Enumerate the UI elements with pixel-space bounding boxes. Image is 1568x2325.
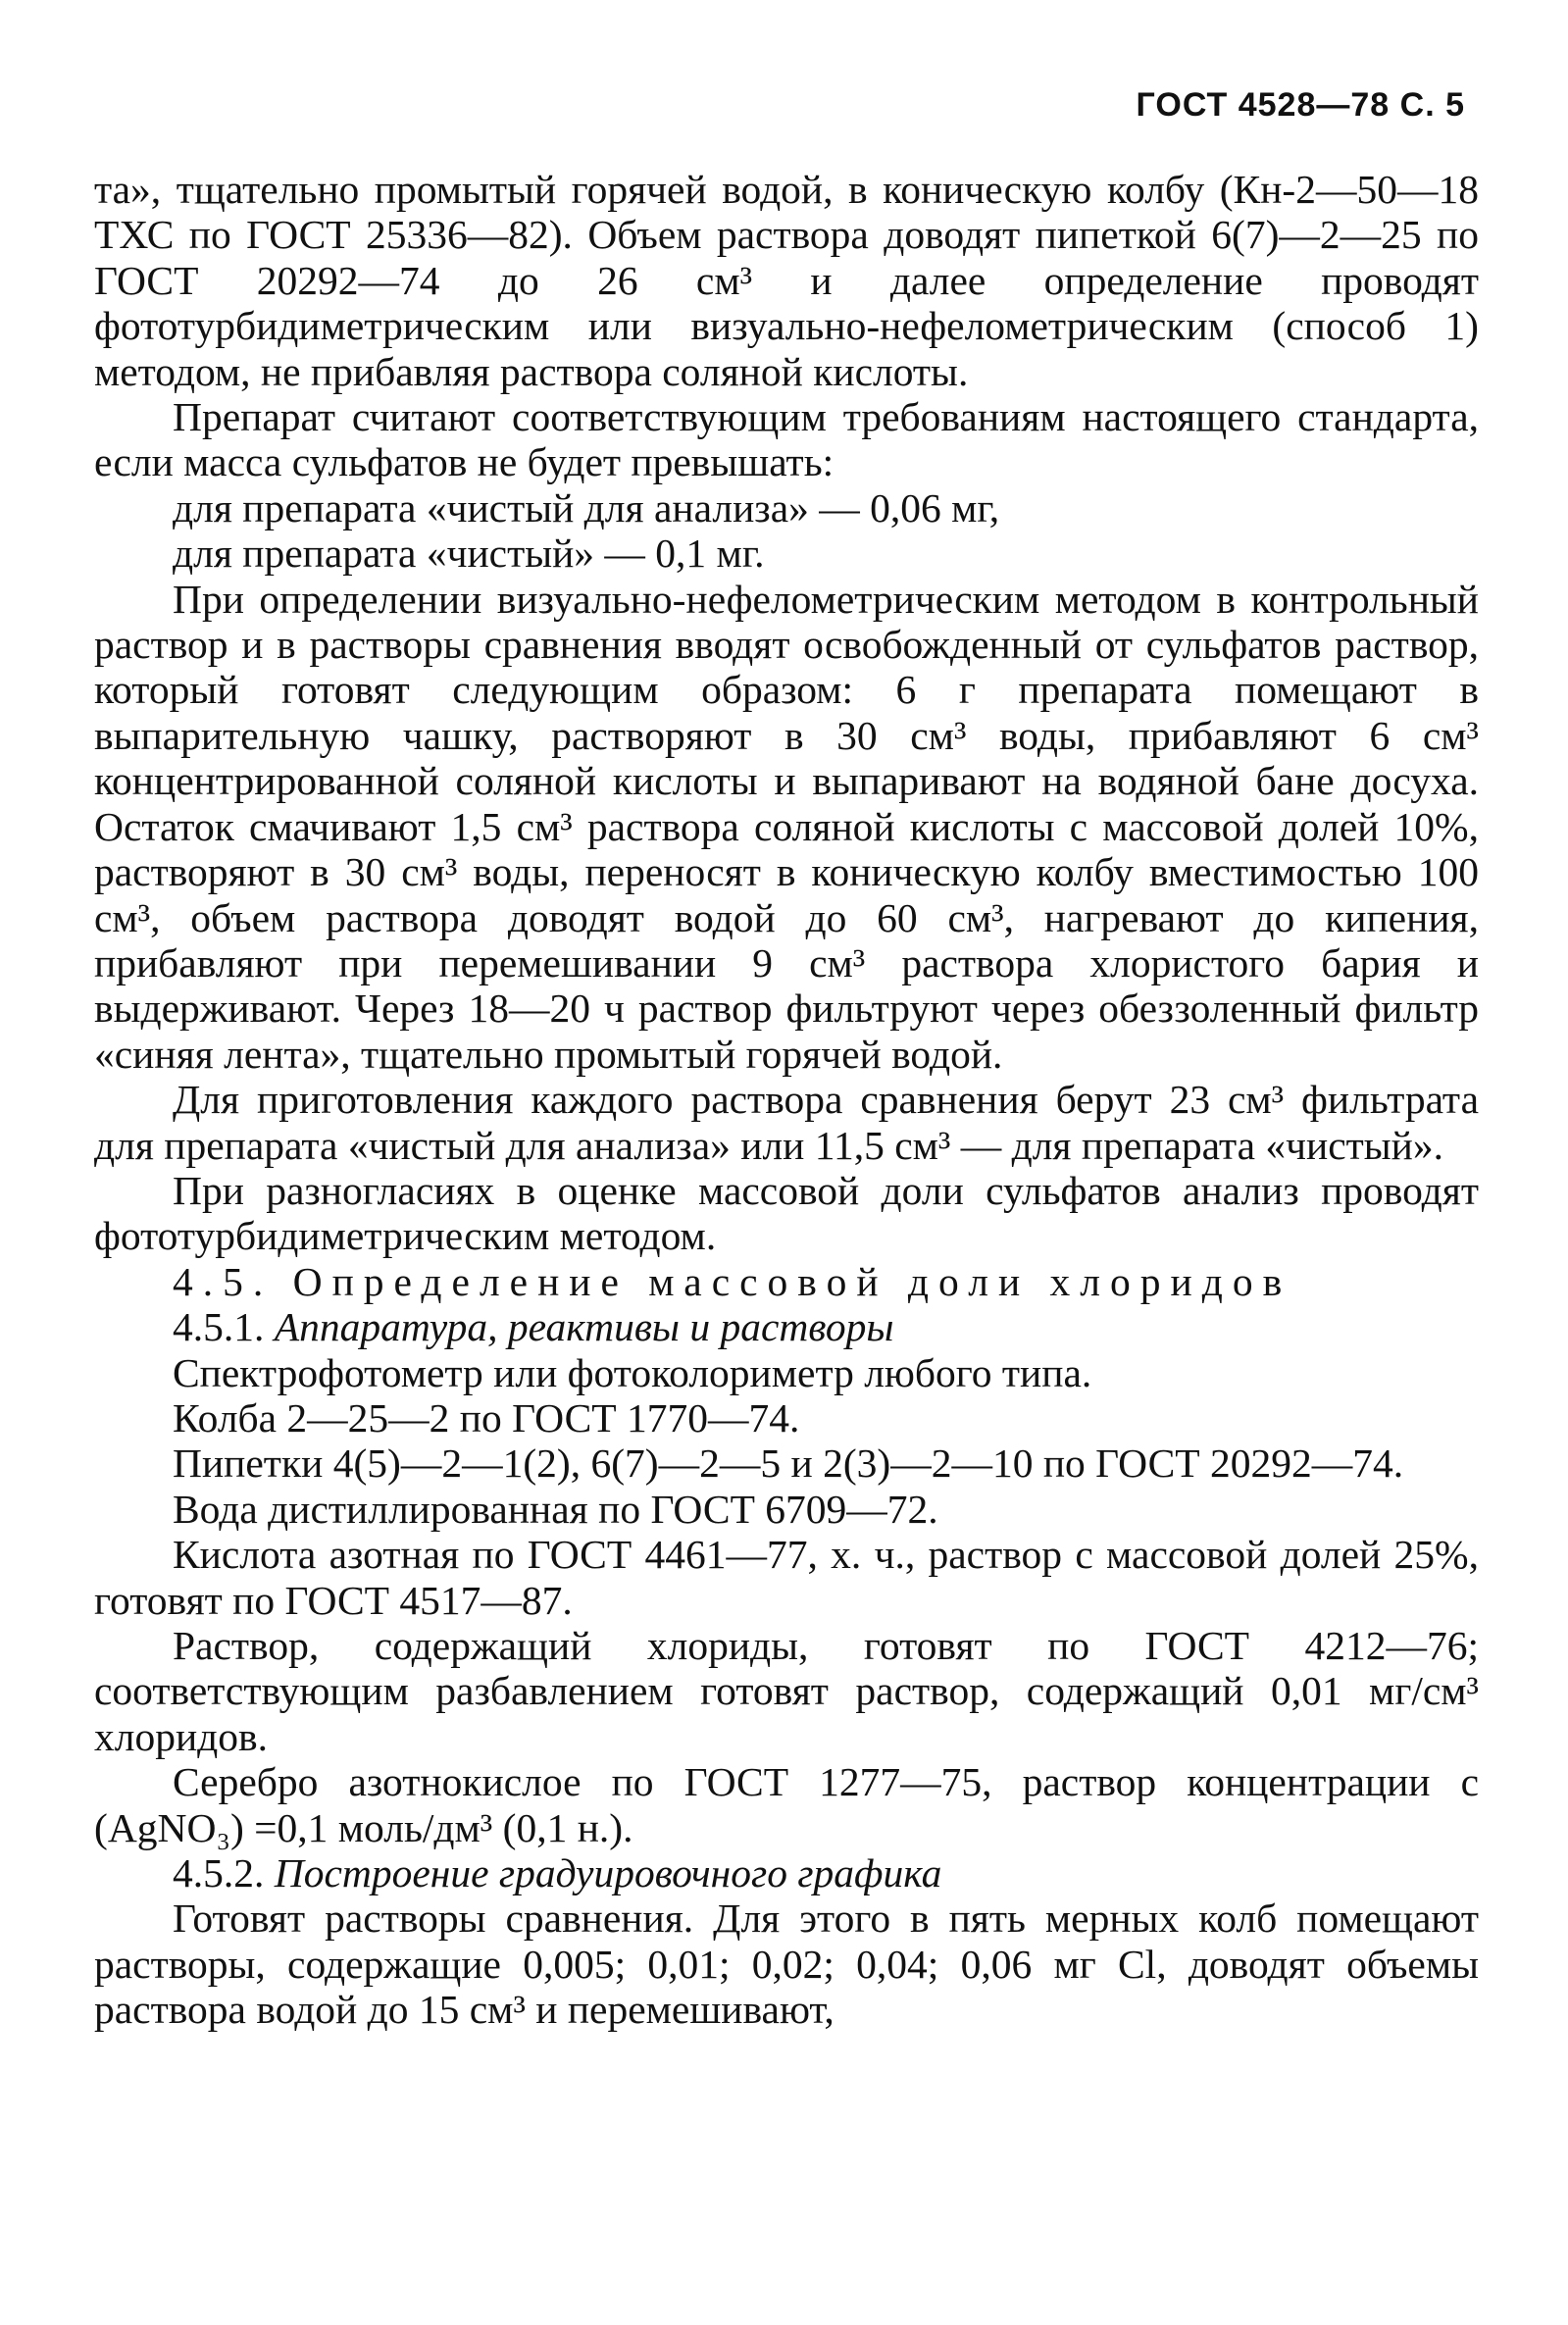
subsection-heading-calibration bbox=[94, 1850, 1479, 1895]
page-body bbox=[94, 167, 1479, 2033]
subsection-heading-apparatus bbox=[94, 1304, 1479, 1349]
list-item-chloride-solution: Раствор, содержащий хлориды, готовят по ГОСТ 4212—76; соответствующим разбавлением готовят раствор, содержащий 0,01 мг/см³ хлоридов. bbox=[94, 1623, 1479, 1759]
paragraph-disputes: При разногласиях в оценке массовой доли сульфатов анализ проводят фототурбидиметрическим методом. bbox=[94, 1167, 1479, 1259]
list-item-water: Вода дистиллированная по ГОСТ 6709—72. bbox=[173, 1486, 938, 1532]
list-item-flask: Колба 2—25—2 по ГОСТ 1770—74. bbox=[173, 1394, 800, 1440]
paragraph-calibration: Готовят растворы сравнения. Для этого в пять мерных колб помещают растворы, содержащие 0,005; 0,01; 0,02; 0,04; 0,06 мг Cl, доводят объемы раствора водой до 15 см³ и перемешивают, bbox=[94, 1895, 1479, 2033]
subsection-title: Построение градуировочного графика bbox=[274, 1850, 942, 1896]
paragraph-requirements: Препарат считают соответствующим требованиям настоящего стандарта, если масса сульфатов не будет превышать: bbox=[94, 394, 1479, 485]
section-heading-chlorides: 4.5. Определение массовой доли хлоридов bbox=[173, 1258, 1292, 1304]
paragraph-nephelometric: При определении визуально-нефелометрическим методом в контрольный раствор и в растворы сравнения вводят освобожденный от сульфатов раствор, который готовят следующим образом: 6 г препарата помещают в выпарительную чашку, растворяют в 30 см³ воды, прибавляют 6 см³ концентрированной соляной кислоты и выпаривают на водяной бане досуха. Остаток смачивают 1,5 см³ раствора соляной кислоты с массовой долей 10%, растворяют в 30 см³ воды, переносят в коническую колбу вместимостью 100 см³, объем раствора доводят водой до 60 см³, нагревают до кипения, прибавляют при перемешивании 9 см³ раствора хлористого бария и выдерживают. Через 18—20 ч раствор фильтруют через обеззоленный фильтр «синяя лента», тщательно промытый горячей водой. bbox=[94, 576, 1479, 1077]
list-item-pipettes: Пипетки 4(5)—2—1(2), 6(7)—2—5 и 2(3)—2—10 по ГОСТ 20292—74. bbox=[173, 1440, 1404, 1487]
paragraph-comparison-solutions: Для приготовления каждого раствора сравнения берут 23 см³ фильтрата для препарата «чистый для анализа» или 11,5 см³ — для препарата «чистый». bbox=[94, 1077, 1479, 1168]
subsection-number: 4.5.2. bbox=[173, 1850, 265, 1896]
running-header: ГОСТ 4528—78 С. 5 bbox=[1136, 86, 1465, 124]
list-item-nitric-acid: Кислота азотная по ГОСТ 4461—77, х. ч., раствор с массовой долей 25%, готовят по ГОСТ 4517—87. bbox=[94, 1532, 1479, 1623]
subsection-number: 4.5.1. bbox=[173, 1304, 265, 1350]
paragraph-continuation: та», тщательно промытый горячей водой, в коническую колбу (Кн-2—50—18 ТХС по ГОСТ 25336—82). Объем раствора доводят пипеткой 6(7)—2—25 по ГОСТ 20292—74 до 26 см³ и далее определение проводят фототурбидиметрическим или визуально-нефелометрическим (способ 1) методом, не прибавляя раствора соляной кислоты. bbox=[94, 167, 1479, 394]
requirement-line-analysis: для препарата «чистый для анализа» — 0,06 мг, bbox=[173, 484, 1000, 531]
list-item-silver-nitrate: Серебро азотнокислое по ГОСТ 1277—75, раствор концентрации с (AgNO₃) =0,1 моль/дм³ (0,1 н.). bbox=[94, 1759, 1479, 1850]
requirement-line-pure: для препарата «чистый» — 0,1 мг. bbox=[173, 531, 765, 577]
subsection-title: Аппаратура, реактивы и растворы bbox=[274, 1304, 894, 1350]
list-item-spectrophotometer: Спектрофотометр или фотоколориметр любого типа. bbox=[173, 1349, 1092, 1395]
